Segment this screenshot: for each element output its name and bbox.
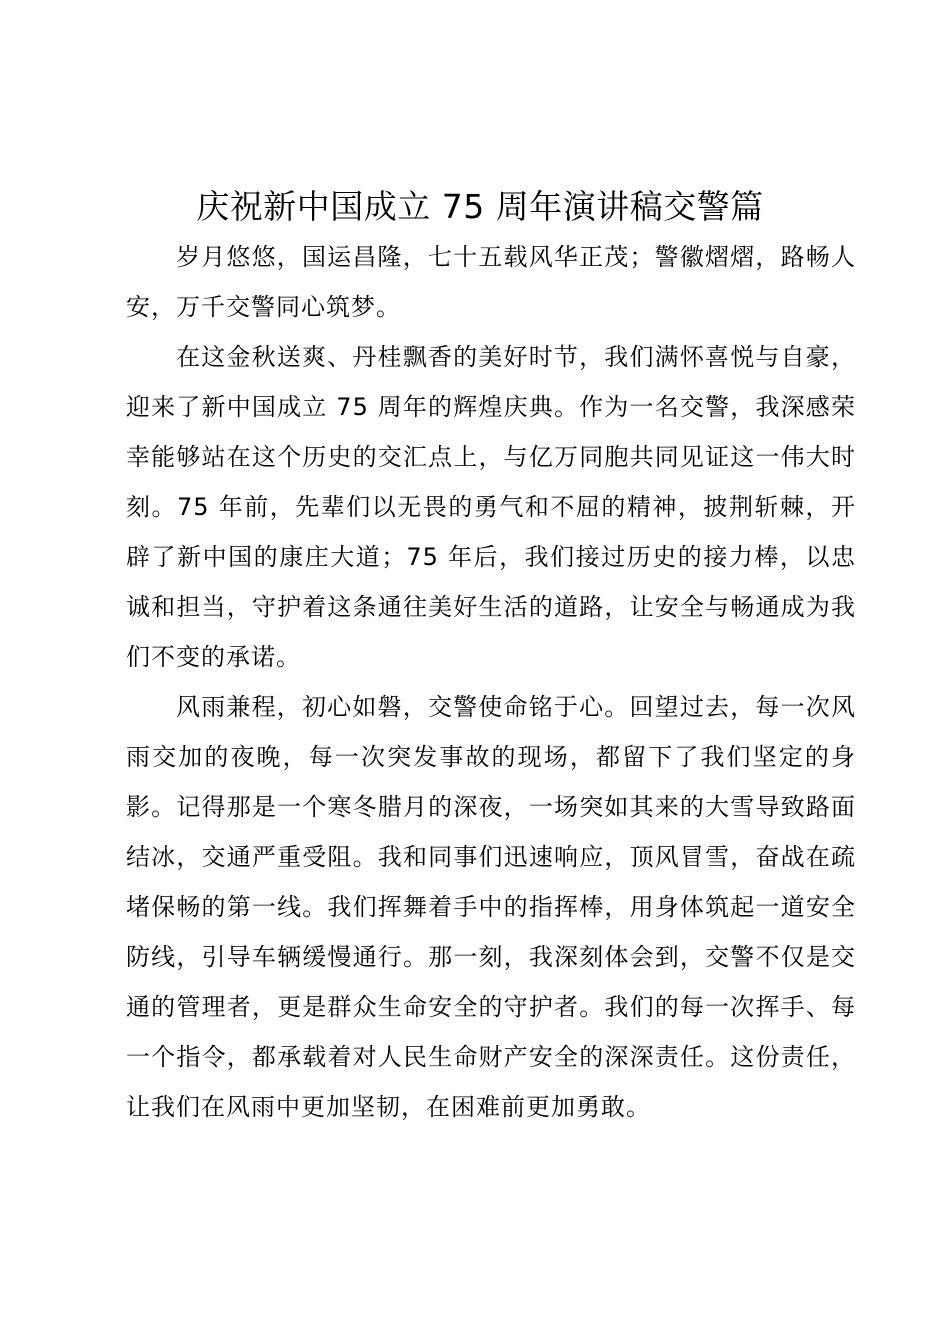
document-body: [126, 232, 856, 1132]
document-title: 庆祝新中国成立 75 周年演讲稿交警篇: [196, 187, 764, 226]
paragraph-2: 在这金秋送爽、丹桂飘香的美好时节，我们满怀喜悦与自豪，迎来了新中国成立 75 周年的辉煌庆典。作为一名交警，我深感荣幸能够站在这个历史的交汇点上，与亿万同胞共同见证这一伟大时刻。75 年前，先辈们以无畏的勇气和不屈的精神，披荆斩棘，开辟了新中国的康庄大道；75 年后，我们接过历史的接力棒，以忠诚和担当，守护着这条通往美好生活的道路，让安全与畅通成为我们不变的承诺。: [126, 343, 856, 671]
paragraph-1: 岁月悠悠，国运昌隆，七十五载风华正茂；警徽熠熠，路畅人安，万千交警同心筑梦。: [126, 243, 856, 321]
paragraph-3: 风雨兼程，初心如磐，交警使命铭于心。回望过去，每一次风雨交加的夜晚，每一次突发事故的现场，都留下了我们坚定的身影。记得那是一个寒冬腊月的深夜，一场突如其来的大雪导致路面结冰，交通严重受阻。我和同事们迅速响应，顶风冒雪，奋战在疏堵保畅的第一线。我们挥舞着手中的指挥棒，用身体筑起一道安全防线，引导车辆缓慢通行。那一刻，我深刻体会到，交警不仅是交通的管理者，更是群众生命安全的守护者。我们的每一次挥手、每一个指令，都承载着对人民生命财产安全的深深责任。这份责任，让我们在风雨中更加坚韧，在困难前更加勇敢。: [126, 693, 856, 1121]
